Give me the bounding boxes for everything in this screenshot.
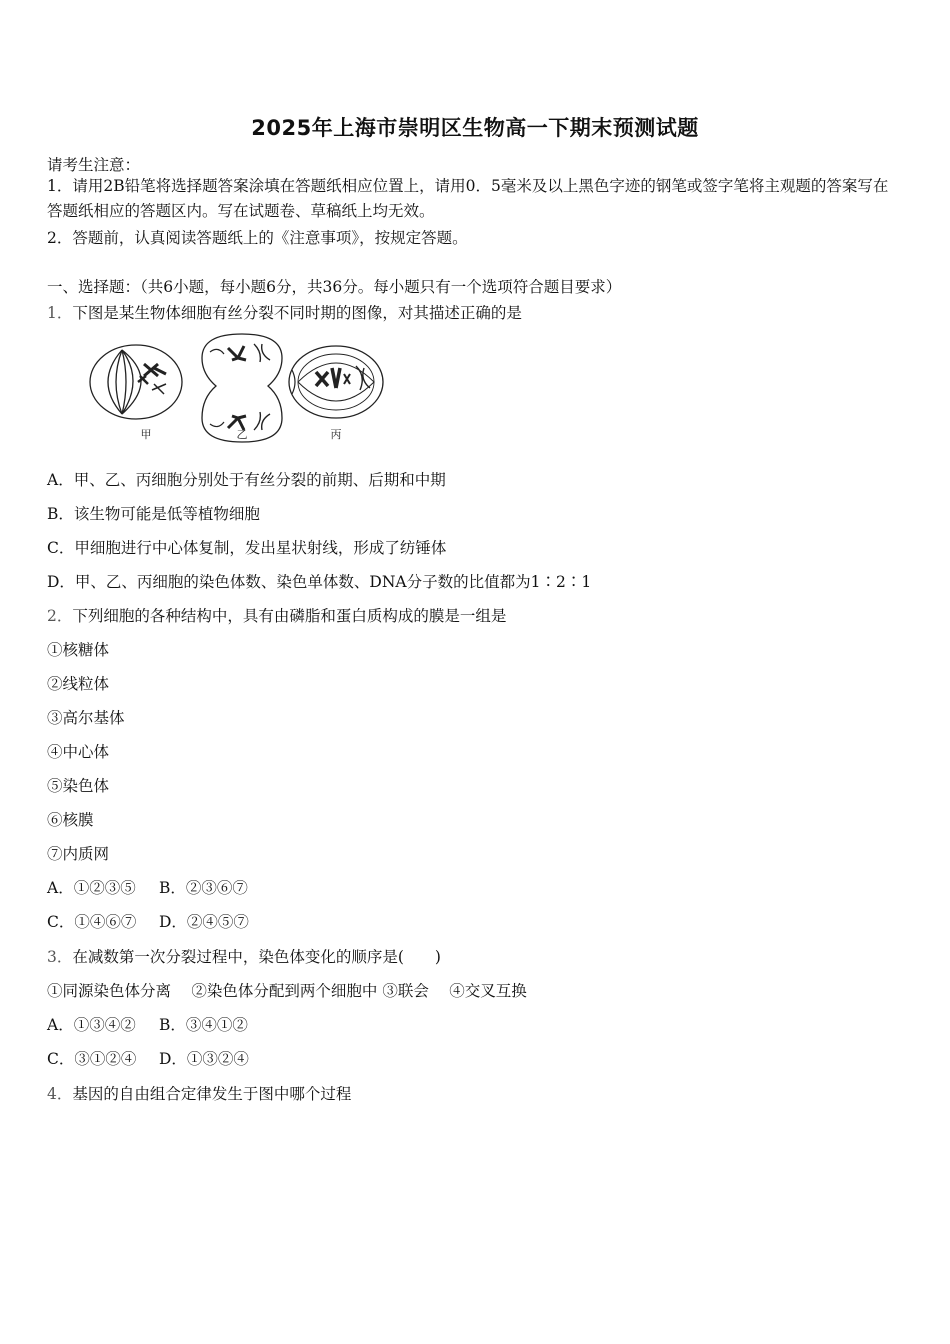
question-2-stem (47, 604, 506, 626)
question-3-stem (47, 945, 441, 967)
q3-option-b: B．③④①② (159, 1016, 248, 1034)
chromosome (316, 372, 328, 386)
cell-jia-outline (90, 345, 182, 419)
q1-option-c: C．甲细胞进行中心体复制，发出星状射线，形成了纺锤体 (47, 539, 447, 557)
question-text: 基因的自由组合定律发生于图中哪个过程 (72, 1085, 352, 1103)
question-text: 下图是某生物体细胞有丝分裂不同时期的图像，对其描述正确的是 (72, 304, 522, 322)
notice-item-2: 2．答题前，认真阅读答题纸上的《注意事项》，按规定答题。 (47, 229, 468, 247)
section-heading: 一、选择题：（共6小题，每小题6分，共36分。每小题只有一个选项符合题目要求） (47, 278, 622, 296)
question-number: 3． (47, 948, 73, 966)
q2-item: ③高尔基体 (47, 709, 125, 727)
q2-option-c: C．①④⑥⑦ (47, 913, 137, 931)
q1-option-a: A．甲、乙、丙细胞分别处于有丝分裂的前期、后期和中期 (47, 471, 446, 489)
q2-item: ④中心体 (47, 743, 110, 761)
label-bing: 丙 (330, 428, 342, 441)
question-text: 在减数第一次分裂过程中，染色体变化的顺序是( ) (72, 948, 441, 966)
question-4-stem (47, 1082, 351, 1104)
q2-option-b: B．②③⑥⑦ (159, 879, 248, 897)
notice-item-1: 1．请用2B铅笔将选择题答案涂填在答题纸相应位置上，请用0．5毫米及以上黑色字迹的钢笔或签字笔将主观题的答案写在答题纸相应的答题区内。写在试题卷、草稿纸上均无效。 (47, 177, 889, 220)
label-yi: 乙 (236, 428, 248, 441)
question-text: 下列细胞的各种结构中，具有由磷脂和蛋白质构成的膜是一组是 (72, 607, 507, 625)
q3-option-d: D．①③②④ (159, 1050, 249, 1068)
mitosis-diagram (82, 330, 386, 446)
q1-option-b: B．该生物可能是低等植物细胞 (47, 505, 260, 523)
q2-option-a: A．①②③⑤ (47, 879, 136, 897)
q2-item: ⑤染色体 (47, 777, 110, 795)
q2-item: ⑦内质网 (47, 845, 110, 863)
q3-options-ab (47, 1013, 248, 1035)
mitosis-figure (82, 330, 386, 446)
notice-heading: 请考生注意： (47, 156, 141, 174)
q2-option-d: D．②④⑤⑦ (159, 913, 249, 931)
q2-options-ab (47, 876, 248, 898)
q2-item: ⑥核膜 (47, 811, 94, 829)
label-jia: 甲 (140, 428, 152, 441)
question-1-stem (47, 301, 522, 323)
question-number: 4． (47, 1085, 73, 1103)
q3-option-c: C．③①②④ (47, 1050, 137, 1068)
q2-item: ①核糖体 (47, 641, 110, 659)
page-title: 2025年上海市崇明区生物高一下期末预测试题 (251, 116, 699, 140)
q3-option-a: A．①③④② (47, 1016, 136, 1034)
q3-options-cd (47, 1047, 249, 1069)
question-number: 2． (47, 607, 73, 625)
q1-option-d: D．甲、乙、丙细胞的染色体数、染色单体数、DNA分子数的比值都为1∶2∶1 (47, 573, 592, 591)
chromosome (228, 346, 246, 360)
q3-items: ①同源染色体分离 ②染色体分配到两个细胞中 ③联会 ④交叉互换 (47, 982, 527, 1000)
q2-options-cd (47, 910, 249, 932)
spindle-fiber (108, 350, 122, 414)
q2-item: ②线粒体 (47, 675, 110, 693)
question-number: 1． (47, 304, 73, 322)
